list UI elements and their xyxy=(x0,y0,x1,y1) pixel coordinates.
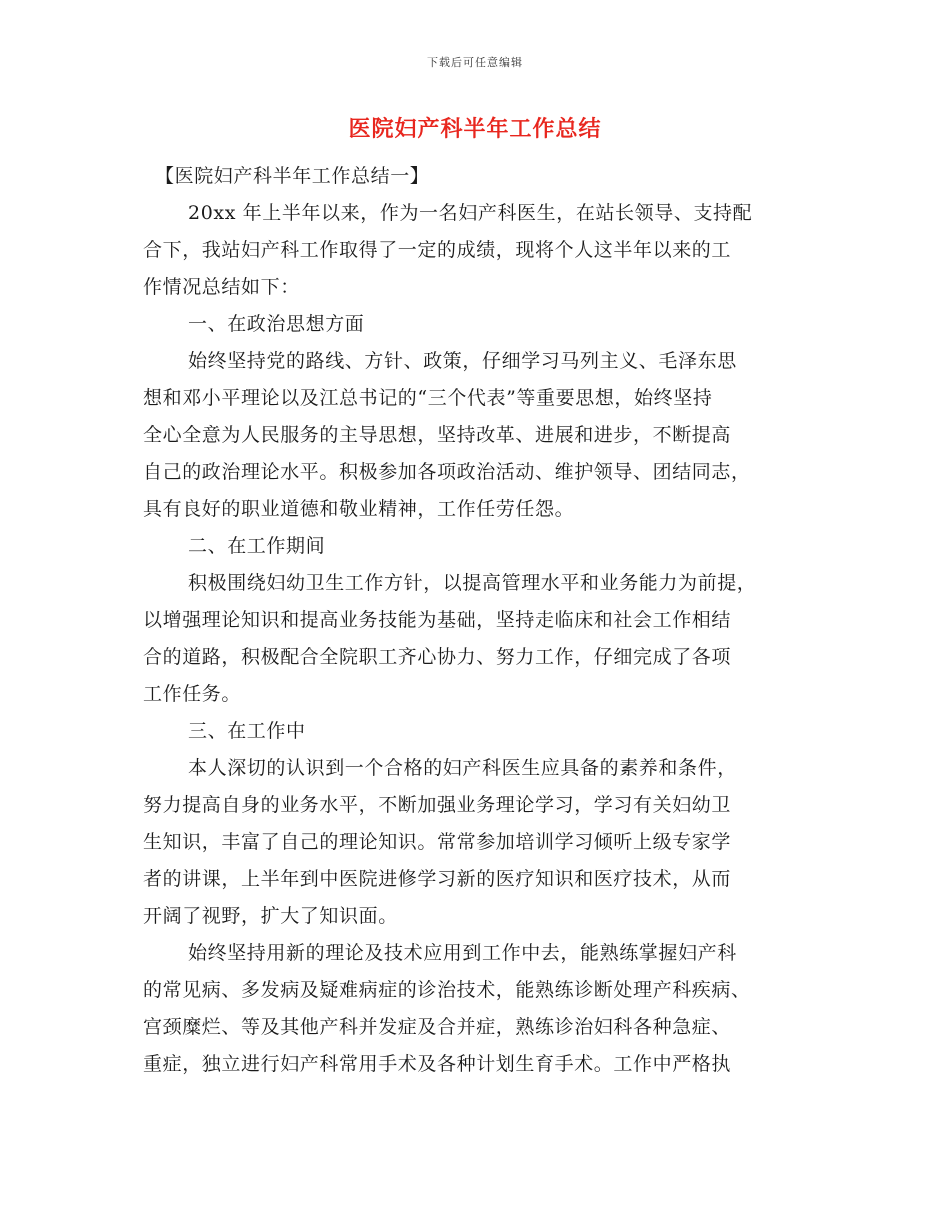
paragraph-line: 努力提高自身的业务水平，不断加强业务理论学习，学习有关妇幼卫 xyxy=(143,794,732,816)
paragraph-line: 者的讲课，上半年到中医院进修学习新的医疗知识和医疗技术，从而 xyxy=(143,868,732,890)
paragraph-line: 合下，我站妇产科工作取得了一定的成绩，现将个人这半年以来的工 xyxy=(143,239,732,261)
paragraph-line: 始终坚持党的路线、方针、政策，仔细学习马列主义、毛泽东思 xyxy=(188,350,737,372)
section-heading: 二、在工作期间 xyxy=(188,535,326,557)
paragraph-line: 生知识，丰富了自己的理论知识。常常参加培训学习倾听上级专家学 xyxy=(143,831,732,853)
paragraph-line: 作情况总结如下： xyxy=(143,276,300,298)
document-body xyxy=(143,158,811,1083)
section-heading: 三、在工作中 xyxy=(188,720,306,742)
paragraph-line: 20xx 年上半年以来，作为一名妇产科医生，在站长领导、支持配 xyxy=(188,202,753,224)
paragraph-line: 自己的政治理论水平。积极参加各项政治活动、维护领导、团结同志， xyxy=(143,461,751,483)
paragraph-line: 合的道路，积极配合全院职工齐心协力、努力工作，仔细完成了各项 xyxy=(143,646,732,668)
document-title: 医院妇产科半年工作总结 xyxy=(348,116,602,142)
paragraph-line: 开阔了视野，扩大了知识面。 xyxy=(143,905,398,927)
paragraph-line: 想和邓小平理论以及江总书记的“三个代表”等重要思想，始终坚持 xyxy=(143,387,713,409)
paragraph-line: 宫颈糜烂、等及其他产科并发症及合并症，熟练诊治妇科各种急症、 xyxy=(143,1016,732,1038)
paragraph-line: 的常见病、多发病及疑难病症的诊治技术，能熟练诊断处理产科疾病、 xyxy=(143,979,751,1001)
header-note: 下载后可任意编辑 xyxy=(427,56,523,69)
paragraph-line: 始终坚持用新的理论及技术应用到工作中去，能熟练掌握妇产科 xyxy=(188,942,737,964)
paragraph-line: 全心全意为人民服务的主导思想，坚持改革、进展和进步，不断提高 xyxy=(143,424,732,446)
section-subtitle: 【医院妇产科半年工作总结一】 xyxy=(155,165,430,187)
paragraph-line: 以增强理论知识和提高业务技能为基础，坚持走临床和社会工作相结 xyxy=(143,609,732,631)
paragraph-line: 具有良好的职业道德和敬业精神，工作任劳任怨。 xyxy=(143,498,575,520)
paragraph-line: 工作任务。 xyxy=(143,683,242,705)
paragraph-line: 积极围绕妇幼卫生工作方针，以提高管理水平和业务能力为前提， xyxy=(188,572,757,594)
paragraph-line: 重症，独立进行妇产科常用手术及各种计划生育手术。工作中严格执 xyxy=(143,1053,732,1075)
paragraph-line: 本人深切的认识到一个合格的妇产科医生应具备的素养和条件， xyxy=(188,757,737,779)
section-heading: 一、在政治思想方面 xyxy=(188,313,365,335)
